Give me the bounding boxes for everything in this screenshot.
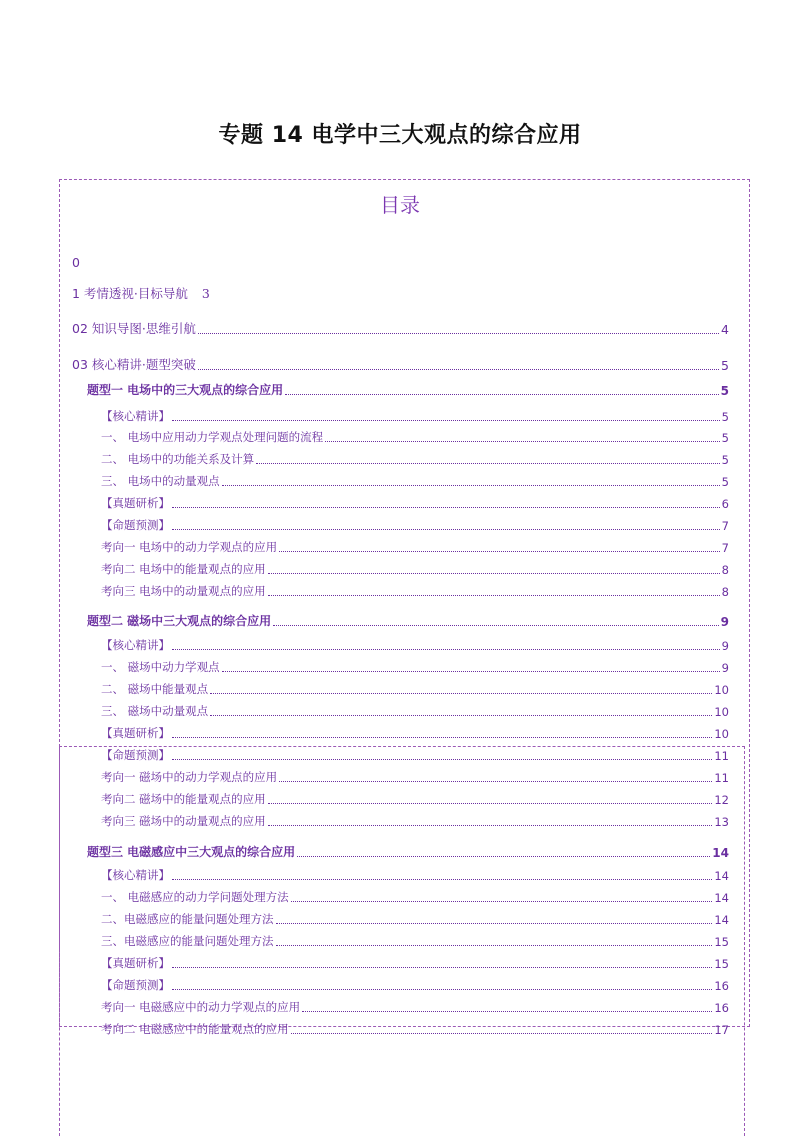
toc-item-page: 14 xyxy=(714,869,729,883)
toc-item-page: 3 xyxy=(201,286,210,301)
toc-subentry[interactable] xyxy=(101,451,729,467)
toc-subentry[interactable] xyxy=(101,517,729,533)
toc-item-page: 5 xyxy=(721,475,729,489)
toc-item-label: 题型二 磁场中三大观点的综合应用 xyxy=(87,614,272,628)
toc-item-page: 8 xyxy=(721,563,729,577)
toc-leader-dots xyxy=(291,1033,713,1034)
toc-item-page: 5 xyxy=(721,410,729,424)
toc-item-label: 考向一 磁场中的动力学观点的应用 xyxy=(101,770,278,784)
toc-item-label: 考向三 电场中的动量观点的应用 xyxy=(101,584,266,598)
toc-subentry[interactable] xyxy=(101,791,729,807)
toc-item-page: 7 xyxy=(721,519,729,533)
toc-subentry[interactable] xyxy=(101,583,729,599)
toc-leader-dots xyxy=(279,781,712,782)
toc-subentry[interactable] xyxy=(101,473,729,489)
toc-item-page: 17 xyxy=(714,1023,729,1037)
toc-item-label: 03 核心精讲·题型突破 xyxy=(72,357,196,372)
toc-item-label: 一、 磁场中动力学观点 xyxy=(101,660,220,674)
toc-item-label: 三、 磁场中动量观点 xyxy=(101,704,209,718)
toc-leader-dots xyxy=(268,803,713,804)
toc-item-label: 二、电磁感应的能量问题处理方法 xyxy=(101,912,274,926)
toc-item-label: 【真题研析】 xyxy=(101,496,170,510)
toc-leader-dots xyxy=(273,625,718,626)
toc-leader-dots xyxy=(210,715,712,716)
toc-item-label: 【真题研析】 xyxy=(101,956,170,970)
toc-item-1[interactable] xyxy=(72,284,210,302)
toc-subentry[interactable] xyxy=(101,429,729,445)
toc-item-page: 14 xyxy=(714,913,729,927)
toc-leader-dots xyxy=(268,595,720,596)
toc-leader-dots xyxy=(172,737,712,738)
toc-item-label: 02 知识导图·思维引航 xyxy=(72,321,196,336)
toc-section-entry[interactable] xyxy=(87,612,729,629)
toc-item-label: 三、电磁感应的能量问题处理方法 xyxy=(101,934,274,948)
toc-subentry[interactable] xyxy=(101,681,729,697)
toc-leader-dots xyxy=(268,825,713,826)
toc-item-label: 考向三 磁场中的动量观点的应用 xyxy=(101,814,266,828)
toc-item-label: 1 考情透视·目标导航 xyxy=(72,286,188,301)
toc-leader-dots xyxy=(285,394,718,395)
toc-item-page: 7 xyxy=(721,541,729,555)
toc-subentry[interactable] xyxy=(101,955,729,971)
toc-subentry[interactable] xyxy=(101,769,729,785)
toc-subentry[interactable] xyxy=(101,725,729,741)
toc-item-label: 考向二 电场中的能量观点的应用 xyxy=(101,562,266,576)
toc-leader-dots xyxy=(222,485,720,486)
toc-subentry[interactable] xyxy=(101,1021,729,1037)
toc-subentry[interactable] xyxy=(101,495,729,511)
toc-leader-dots xyxy=(172,879,712,880)
toc-item-3[interactable] xyxy=(72,355,729,373)
toc-item-label: 题型一 电场中的三大观点的综合应用 xyxy=(87,383,284,397)
toc-item-label: 考向二 磁场中的能量观点的应用 xyxy=(101,792,266,806)
toc-section-entry[interactable] xyxy=(87,843,729,860)
toc-item-page: 5 xyxy=(721,431,729,445)
toc-leader-dots xyxy=(279,551,720,552)
toc-item-label: 【命题预测】 xyxy=(101,978,170,992)
toc-item-label: 【命题预测】 xyxy=(101,518,170,532)
toc-leader-dots xyxy=(297,856,710,857)
toc-item-label: 考向一 电磁感应中的动力学观点的应用 xyxy=(101,1000,301,1014)
toc-item-label: 三、 电场中的动量观点 xyxy=(101,474,220,488)
toc-item-page: 11 xyxy=(714,771,729,785)
toc-heading: 目录 xyxy=(380,193,420,217)
toc-leader-dots xyxy=(268,573,720,574)
toc-item-page: 12 xyxy=(714,793,729,807)
toc-subentry[interactable] xyxy=(101,889,729,905)
toc-leader-dots xyxy=(210,693,712,694)
toc-item-page: 4 xyxy=(721,322,729,337)
toc-item-page: 5 xyxy=(721,358,729,373)
toc-subentry[interactable] xyxy=(101,561,729,577)
toc-leader-dots xyxy=(276,923,713,924)
toc-item-page: 5 xyxy=(720,384,729,398)
toc-leader-dots xyxy=(291,901,713,902)
toc-leader-dots xyxy=(198,369,719,370)
toc-leader-dots xyxy=(172,989,712,990)
toc-item-page: 10 xyxy=(714,727,729,741)
toc-item-label: 二、 电场中的功能关系及计算 xyxy=(101,452,255,466)
toc-leader-dots xyxy=(325,441,720,442)
toc-leader-dots xyxy=(172,420,720,421)
toc-leader-dots xyxy=(276,945,713,946)
toc-subentry[interactable] xyxy=(101,999,729,1015)
toc-leader-dots xyxy=(222,671,720,672)
toc-subentry[interactable] xyxy=(101,867,729,883)
toc-item-page: 15 xyxy=(714,957,729,971)
toc-item-0[interactable] xyxy=(72,255,80,270)
toc-item-page: 16 xyxy=(714,1001,729,1015)
toc-item-page: 9 xyxy=(721,639,729,653)
toc-subentry[interactable] xyxy=(101,911,729,927)
toc-leader-dots xyxy=(172,507,720,508)
toc-subentry[interactable] xyxy=(101,408,729,424)
toc-item-label: 二、 磁场中能量观点 xyxy=(101,682,209,696)
toc-subentry[interactable] xyxy=(101,539,729,555)
toc-subentry[interactable] xyxy=(101,659,729,675)
toc-item-2[interactable] xyxy=(72,319,729,337)
toc-item-label: 题型三 电磁感应中三大观点的综合应用 xyxy=(87,845,296,859)
document-title: 专题 14 电学中三大观点的综合应用 xyxy=(218,123,582,148)
toc-item-label: 【命题预测】 xyxy=(101,748,170,762)
toc-item-label: 考向一 电场中的动力学观点的应用 xyxy=(101,540,278,554)
toc-item-page: 13 xyxy=(714,815,729,829)
toc-item-label: 0 xyxy=(72,255,80,270)
toc-item-page: 14 xyxy=(714,891,729,905)
toc-subentry[interactable] xyxy=(101,703,729,719)
toc-section-entry[interactable] xyxy=(87,381,729,398)
toc-item-page: 16 xyxy=(714,979,729,993)
toc-item-page: 15 xyxy=(714,935,729,949)
toc-subentry[interactable] xyxy=(101,813,729,829)
toc-leader-dots xyxy=(172,967,712,968)
toc-subentry[interactable] xyxy=(101,933,729,949)
toc-subentry[interactable] xyxy=(101,747,729,763)
toc-item-label: 考向二 电磁感应中的能量观点的应用 xyxy=(101,1022,289,1036)
toc-item-page: 14 xyxy=(712,846,729,860)
toc-leader-dots xyxy=(172,649,720,650)
toc-item-page: 9 xyxy=(720,615,729,629)
toc-item-label: 一、 电场中应用动力学观点处理问题的流程 xyxy=(101,430,324,444)
toc-item-label: 【核心精讲】 xyxy=(101,868,170,882)
toc-item-page: 10 xyxy=(714,683,729,697)
toc-leader-dots xyxy=(302,1011,712,1012)
toc-subentry[interactable] xyxy=(101,977,729,993)
toc-item-page: 6 xyxy=(721,497,729,511)
toc-item-label: 【核心精讲】 xyxy=(101,409,170,423)
toc-leader-dots xyxy=(198,333,719,334)
toc-item-page: 11 xyxy=(714,749,729,763)
toc-leader-dots xyxy=(256,463,720,464)
toc-subentry[interactable] xyxy=(101,637,729,653)
toc-item-page: 8 xyxy=(721,585,729,599)
toc-leader-dots xyxy=(172,759,712,760)
toc-item-page: 10 xyxy=(714,705,729,719)
toc-item-label: 【核心精讲】 xyxy=(101,638,170,652)
toc-item-label: 一、 电磁感应的动力学问题处理方法 xyxy=(101,890,289,904)
toc-item-page: 5 xyxy=(721,453,729,467)
toc-leader-dots xyxy=(172,529,720,530)
toc-item-label: 【真题研析】 xyxy=(101,726,170,740)
toc-item-page: 9 xyxy=(721,661,729,675)
